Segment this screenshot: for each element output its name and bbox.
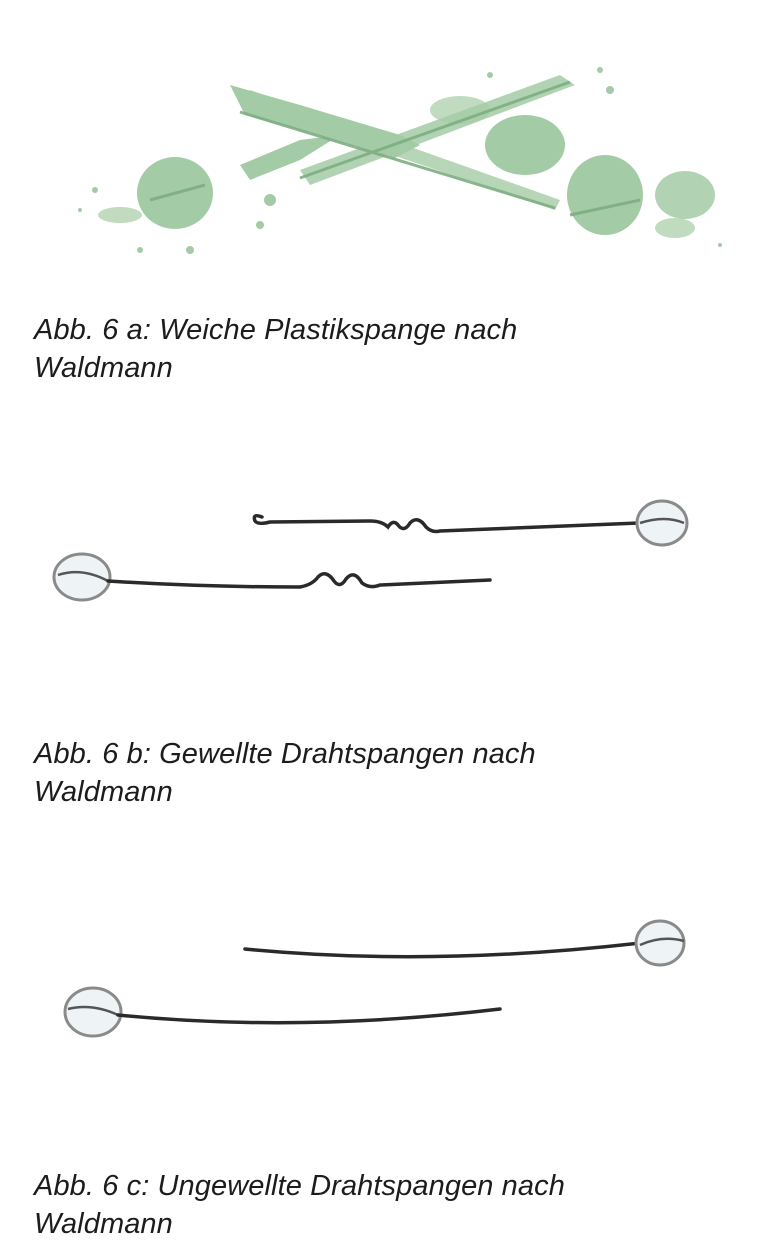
caption-6c xyxy=(34,1167,734,1243)
plastic-clip-right-pad xyxy=(567,155,643,235)
caption-6a-line2: Waldmann xyxy=(34,352,173,384)
corrugated-wire-clips-illustration xyxy=(0,485,760,615)
caption-6c-line1: Abb. 6 c: Ungewellte Drahtspangen nach xyxy=(34,1170,565,1202)
plastic-clip-illustration xyxy=(0,50,760,260)
caption-6b xyxy=(34,735,734,811)
upper-straight-clip xyxy=(245,921,684,965)
upper-corrugated-clip xyxy=(254,501,687,545)
figure-6c-image xyxy=(0,905,760,1045)
caption-6a xyxy=(34,311,734,387)
straight-wire-clips-illustration xyxy=(0,905,760,1045)
caption-6b-line1: Abb. 6 b: Gewellte Drahtspangen nach xyxy=(34,738,536,770)
lower-corrugated-clip xyxy=(54,554,490,600)
figure-6a-image xyxy=(0,50,760,260)
upper-clip-loop xyxy=(637,501,687,545)
caption-6a-line1: Abb. 6 a: Weiche Plastikspange nach xyxy=(34,314,518,346)
plastic-clip-center xyxy=(485,115,565,175)
figure-6b-image xyxy=(0,485,760,615)
lower-straight-clip xyxy=(65,988,500,1036)
caption-6c-line2: Waldmann xyxy=(34,1208,173,1240)
caption-6b-line2: Waldmann xyxy=(34,776,173,808)
